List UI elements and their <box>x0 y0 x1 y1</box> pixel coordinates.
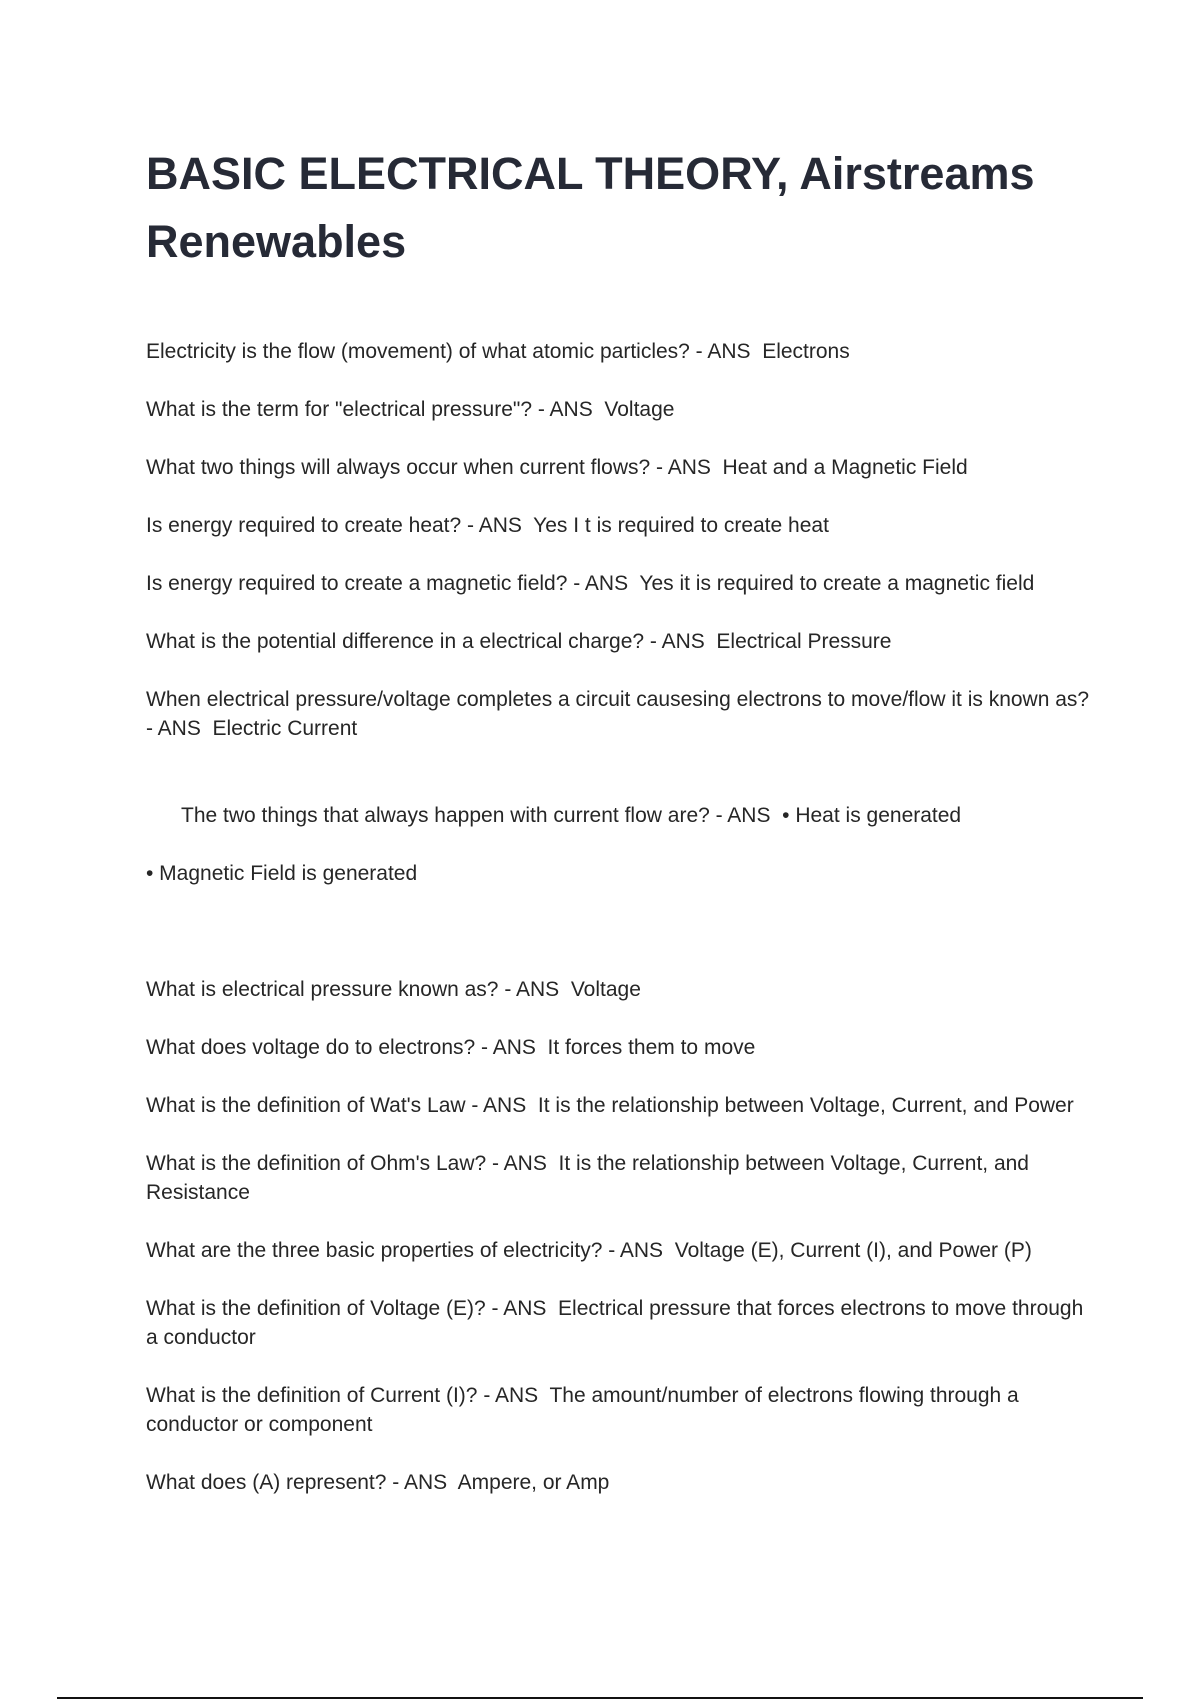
qa-item: What are the three basic properties of electricity? - ANS Voltage (E), Current (I), and Power (P) <box>146 1239 1032 1262</box>
qa-item: What is the definition of Ohm's Law? - ANS It is the relationship between Voltage, Current, and Resistance <box>146 1152 1035 1204</box>
qa-item: What is electrical pressure known as? - ANS Voltage <box>146 978 641 1001</box>
qa-item: What is the potential difference in a electrical charge? - ANS Electrical Pressure <box>146 630 892 653</box>
qa-item: Is energy required to create heat? - ANS Yes I t is required to create heat <box>146 514 829 537</box>
qa-item: What two things will always occur when current flows? - ANS Heat and a Magnetic Field <box>146 456 968 479</box>
qa-item-multiline <box>146 772 1091 946</box>
qa-item: What does (A) represent? - ANS Ampere, or Amp <box>146 1471 610 1494</box>
qa-item: Is energy required to create a magnetic field? - ANS Yes it is required to create a magnetic field <box>146 572 1035 595</box>
qa-item: When electrical pressure/voltage completes a circuit causesing electrons to move/flow it is known as? - ANS Electric Current <box>146 688 1095 740</box>
qa-item: What is the definition of Voltage (E)? - ANS Electrical pressure that forces electrons to move through a conductor <box>146 1297 1090 1349</box>
qa-list <box>146 337 1095 1526</box>
qa-item-line2: • Magnetic Field is generated <box>146 862 418 885</box>
document-title: BASIC ELECTRICAL THEORY, Airstreams Renewables <box>146 148 1035 267</box>
qa-item: What does voltage do to electrons? - ANS It forces them to move <box>146 1036 756 1059</box>
qa-item: What is the term for "electrical pressure"? - ANS Voltage <box>146 398 675 421</box>
qa-item: What is the definition of Wat's Law - ANS It is the relationship between Voltage, Current, and Power <box>146 1094 1074 1117</box>
qa-item: Electricity is the flow (movement) of what atomic particles? - ANS Electrons <box>146 340 850 363</box>
qa-item-line1: The two things that always happen with current flow are? - ANS • Heat is generated <box>181 804 962 827</box>
page-divider <box>57 1697 1143 1699</box>
qa-item: What is the definition of Current (I)? - ANS The amount/number of electrons flowing through a conductor or component <box>146 1384 1025 1436</box>
